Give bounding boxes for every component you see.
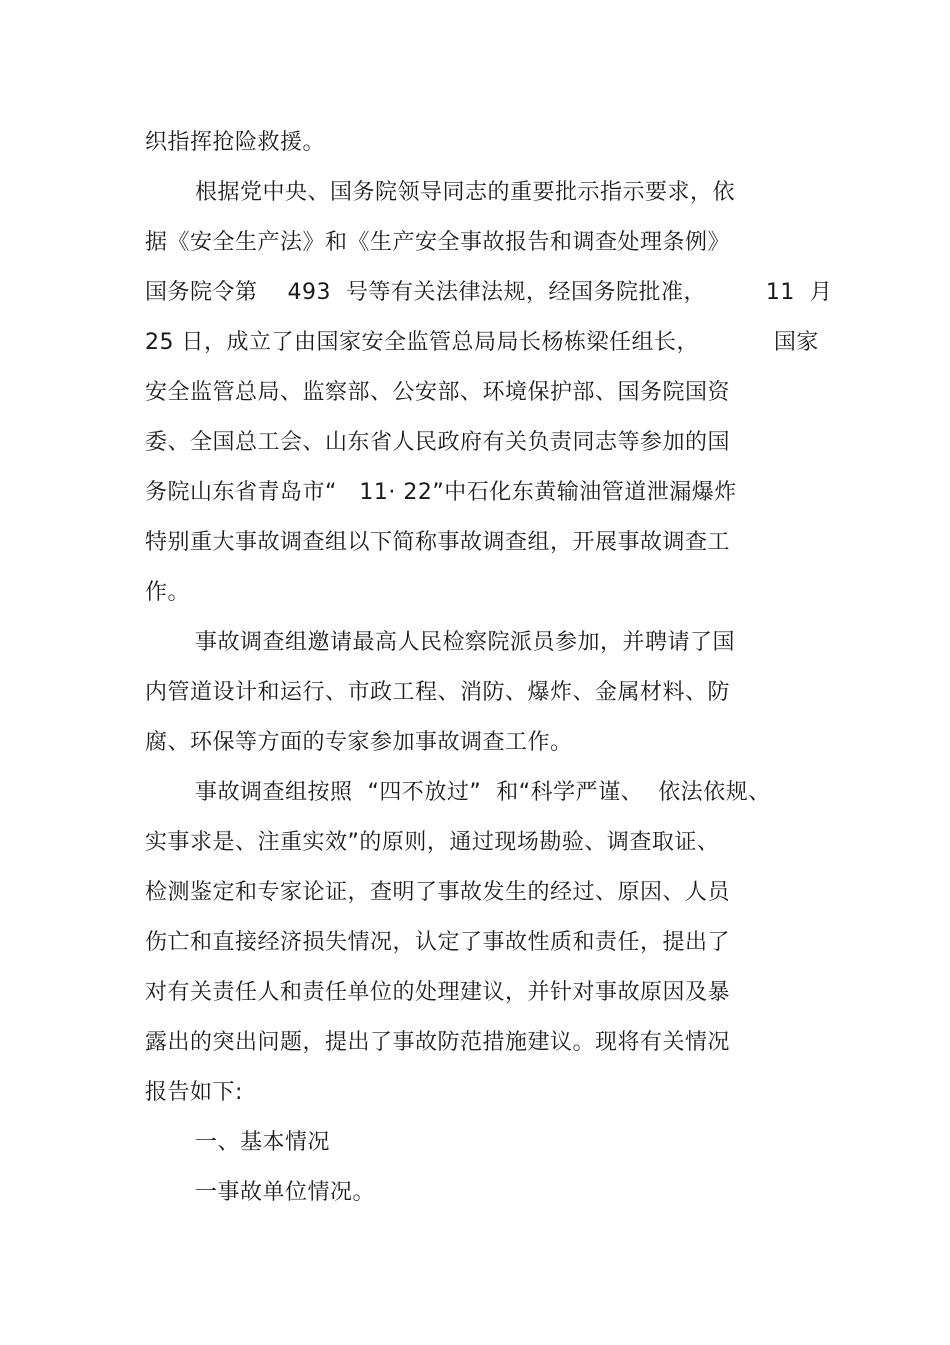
- paragraph-start-line: 事故调查组邀请最高人民检察院派员参加，并聘请了国: [195, 630, 736, 655]
- text-line: 检测鉴定和专家论证，查明了事故发生的经过、原因、人员: [145, 880, 731, 905]
- text-line: 安全监管总局、监察部、公安部、环境保护部、国务院国资: [145, 380, 731, 405]
- text-line: 特别重大事故调查组以下简称事故调查组，开展事故调查工: [145, 530, 731, 555]
- paragraph-start-line: 根据党中央、国务院领导同志的重要批示指示要求，依: [195, 180, 736, 205]
- subsection-heading: 一事故单位情况。: [195, 1180, 376, 1205]
- text-line: 织指挥抢险救援。: [145, 130, 326, 155]
- text-line: 露出的突出问题，提出了事故防范措施建议。现将有关情况: [145, 1030, 731, 1055]
- text-line: 作。: [145, 580, 191, 605]
- text-line: 据《安全生产法》和《生产安全事故报告和调查处理条例》: [145, 230, 731, 255]
- text-line: 国务院令第 493 号等有关法律法规，经国务院批准， 11 月: [145, 280, 833, 305]
- text-line: 委、全国总工会、山东省人民政府有关负责同志等参加的国: [145, 430, 731, 455]
- text-line: 务院山东省青岛市“ 11· 22”中石化东黄输油管道泄漏爆炸: [145, 480, 737, 505]
- text-line: 25 日，成立了由国家安全监管总局局长杨栋梁任组长， 国家: [145, 330, 819, 355]
- text-line: 伤亡和直接经济损失情况，认定了事故性质和责任，提出了: [145, 930, 731, 955]
- text-line: 腐、环保等方面的专家参加事故调查工作。: [145, 730, 573, 755]
- text-line: 实事求是、注重实效”的原则，通过现场勘验、调查取证、: [145, 830, 720, 855]
- section-heading: 一、基本情况: [195, 1130, 331, 1155]
- text-line: 报告如下:: [145, 1080, 243, 1105]
- text-line: 对有关责任人和责任单位的处理建议，并针对事故原因及暴: [145, 980, 731, 1005]
- text-line: 内管道设计和运行、市政工程、消防、爆炸、金属材料、防: [145, 680, 731, 705]
- paragraph-start-line: 事故调查组按照 “四不放过” 和“科学严谨、 依法依规、: [195, 780, 771, 805]
